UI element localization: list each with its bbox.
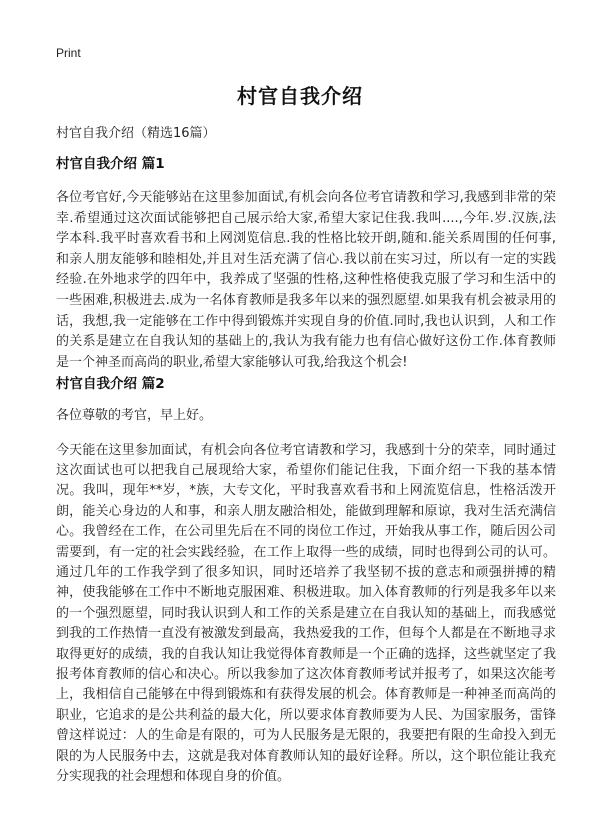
- section-paragraph: 各位考官好,今天能够站在这里参加面试,有机会向各位考官请教和学习,我感到非常的荣幸.希望通过这次面试能够把自己展示给大家,希望大家记住我.我叫....,今年.岁.汉族,法学本科.我平时喜欢看书和上网浏览信息.我的性格比较开朗,随和.能关系周围的任何事,和亲人朋友能够和睦相处,并且对生活充满了信心.我以前在实习过，所以有一定的实践经验.在外地求学的四年中，我养成了坚强的性格,这种性格使我克服了学习和生活中的一些困难,积极进去.成为一名体育教师是我多年以来的强烈愿望.如果我有机会被录用的话，我想,我一定能够在工作中得到锻炼并实现自身的价值.同时,我也认识到，人和工作的关系是建立在自我认知的基础上的,我认为我有能力也有信心做好这份工作.体育教师是一个神圣而高尚的职业,希望大家能够认可我,给我这个机会!: [56, 190, 556, 370]
- section-heading: 村官自我介绍 篇2: [56, 376, 165, 392]
- print-link[interactable]: Print: [56, 46, 81, 60]
- section-heading: 村官自我介绍 篇1: [56, 156, 165, 172]
- section-2: [56, 372, 556, 788]
- document-subtitle: 村官自我介绍（精选16篇）: [56, 126, 216, 141]
- section-paragraph: 今天能在这里参加面试，有机会向各位考官请教和学习，我感到十分的荣幸，同时通过这次面试也可以把我自己展现给大家，希望你们能记住我，下面介绍一下我的基本情况。我叫，现年**岁，*族，大专文化，平时我喜欢看书和上网流览信息，性格活泼开朗，能关心身边的人和事，和亲人朋友融洽相处，能做到理解和原谅，我对生活充满信心。我曾经在工作，在公司里先后在不同的岗位工作过，开始我从事工作，随后因公司需要到，有一定的社会实践经验，在工作上取得一些的成绩，同时也得到公司的认可。通过几年的工作我学到了很多知识，同时还培养了我坚韧不拔的意志和顽强拼搏的精神，使我能够在工作中不断地克服困难、积极进取。加入体育教师的行列是我多年以来的一个强烈愿望，同时我认识到人和工作的关系是建立在自我认知的基础上，而我感觉到我的工作热情一直没有被激发到最高，我热爱我的工作，但每个人都是在不断地寻求取得更好的成绩，我的自我认知让我觉得体育教师是一个正确的选择，这些就坚定了我报考体育教师的信心和决心。所以我参加了这次体育教师考试并报考了，如果这次能考上，我相信自己能够在中得到锻炼和有获得发展的机会。体育教师是一种神圣而高尚的职业，它追求的是公共利益的最大化，所以要求体育教师要为人民、为国家服务，雷锋曾这样说过：人的生命是有限的，可为人民服务是无限的，我要把有限的生命投入到无限的为人民服务中去，这就是我对体育教师认知的最好诠释。所以，这个职位能让我充分实现我的社会理想和体现自身的价值。: [56, 442, 556, 785]
- document-title: 村官自我介绍: [237, 84, 363, 108]
- section-1: [56, 152, 556, 373]
- greeting-paragraph: 各位尊敬的考官，早上好。: [56, 408, 213, 423]
